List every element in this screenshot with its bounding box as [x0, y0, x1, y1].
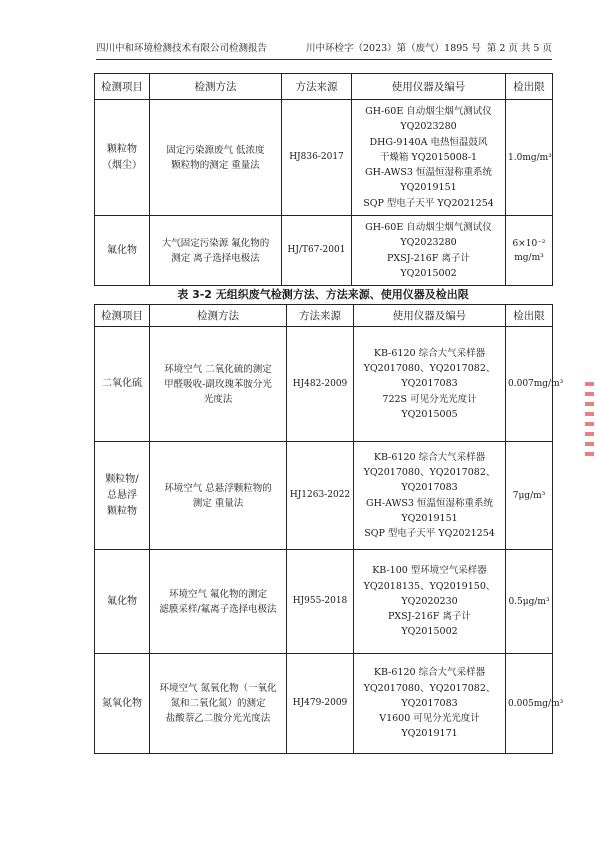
- limit-cell-line: 6×10⁻²: [512, 238, 546, 249]
- header-report-number: 川中环检字（2023）第（废气）1895 号: [306, 43, 481, 54]
- method-cell-line: 环境空气 二氧化硫的测定: [164, 363, 272, 375]
- instrument-cell-line: YQ2017083: [401, 697, 458, 709]
- method-cell-line: 环境空气 总悬浮颗粒物的: [164, 482, 272, 494]
- header-item: 检测项目: [95, 305, 150, 327]
- item-cell-line: 颗粒物: [107, 505, 137, 517]
- method-cell-line: 颗粒物的测定 重量法: [171, 159, 260, 171]
- instrument-cell-line: KB-6120 综合大气采样器: [373, 347, 486, 359]
- limit-cell-line: 7μg/m³: [512, 490, 546, 501]
- header-page-number: 第 2 页 共 5 页: [486, 43, 552, 54]
- limit-cell-line: mg/m³: [514, 252, 544, 263]
- table-row: [95, 442, 553, 550]
- source-cell: HJ836-2017: [282, 100, 352, 216]
- method-cell-line: 甲醛吸收-副玫瑰苯胺分光: [164, 378, 272, 390]
- instrument-cell-line: YQ2017083: [401, 378, 458, 390]
- limit-cell: [506, 442, 553, 550]
- instrument-cell-line: YQ2017080、YQ2017082、: [363, 467, 496, 479]
- method-cell-line: 测定 重量法: [192, 497, 244, 509]
- header-method: 检测方法: [150, 74, 282, 100]
- method-cell-line: 大气固定污染源 氟化物的: [161, 237, 270, 249]
- source-cell: HJ/T67-2001: [282, 216, 352, 286]
- item-cell-line: 氮氧化物: [102, 697, 142, 709]
- method-cell-line: 环境空气 氟化物的测定: [168, 588, 268, 600]
- instrument-cell: [354, 654, 506, 754]
- item-cell: [95, 550, 150, 654]
- header-limit: 检出限: [506, 74, 553, 100]
- header-rule: [96, 59, 552, 60]
- table-fugitive-emission-methods: [94, 304, 564, 754]
- instrument-cell-line: YQ2019171: [401, 728, 458, 740]
- limit-cell: [506, 327, 564, 442]
- instrument-cell-line: YQ2023280: [400, 121, 457, 133]
- instrument-cell-line: YQ2015005: [401, 408, 458, 420]
- item-cell-line: 总悬浮: [107, 489, 137, 501]
- header-company: 四川中和环境检测技术有限公司检测报告: [96, 43, 268, 54]
- instrument-cell-line: YQ2019151: [401, 512, 458, 524]
- header-source: 方法来源: [282, 74, 352, 100]
- table-row: [95, 216, 553, 286]
- instrument-cell-line: GH-AWS3 恒温恒湿称重系统: [366, 497, 493, 509]
- instrument-cell-line: YQ2017080、YQ2017082、: [363, 682, 496, 694]
- method-cell: [150, 327, 287, 442]
- instrument-cell: [354, 442, 506, 550]
- instrument-cell-line: GH-60E 自动烟尘烟气测试仪: [365, 106, 492, 118]
- item-cell: [95, 216, 150, 286]
- item-cell-line: 氟化物: [107, 595, 137, 607]
- limit-cell-line: 0.005mg/m³: [508, 698, 564, 709]
- instrument-cell-line: GH-AWS3 恒温恒湿称重系统: [365, 167, 492, 179]
- header-source: 方法来源: [287, 305, 354, 327]
- edge-seal-stamp: [584, 376, 595, 496]
- instrument-cell-line: KB-100 型环境空气采样器: [372, 565, 487, 577]
- item-cell-line: 二氧化硫: [102, 378, 142, 389]
- instrument-cell-line: YQ2018135、YQ2019150、: [363, 580, 496, 592]
- source-cell: HJ482-2009: [287, 327, 354, 442]
- item-cell: [95, 100, 150, 216]
- instrument-cell-line: KB-6120 综合大气采样器: [373, 451, 486, 463]
- method-cell-line: 盐酸萘乙二胺分光光度法: [165, 713, 271, 724]
- instrument-cell-line: YQ2015002: [401, 626, 458, 638]
- source-cell: HJ955-2018: [287, 550, 354, 654]
- header-item: 检测项目: [95, 74, 150, 100]
- table2-header-row: [95, 305, 553, 327]
- instrument-cell-line: SQP 型电子天平 YQ2021254: [364, 527, 495, 539]
- method-cell-line: 环境空气 氮氧化物（一氧化: [159, 683, 277, 694]
- instrument-cell-line: DHG-9140A 电热恒温鼓风: [369, 136, 488, 148]
- limit-cell-line: 0.007mg/m³: [508, 379, 564, 389]
- item-cell: [95, 654, 150, 754]
- table-row: [95, 654, 553, 754]
- source-cell: HJ1263-2022: [287, 442, 354, 550]
- instrument-cell-line: PXSJ-216F 离子计: [388, 611, 471, 623]
- instrument-cell-line: 干燥箱 YQ2015008-1: [379, 151, 478, 163]
- source-cell: HJ479-2009: [287, 654, 354, 754]
- item-cell: [95, 327, 150, 442]
- limit-cell: [506, 654, 564, 754]
- table-row: [95, 100, 553, 216]
- table2-caption: 表 3-2 无组织废气检测方法、方法来源、使用仪器及检出限: [177, 288, 469, 301]
- method-cell-line: 测定 离子选择电极法: [171, 252, 260, 264]
- instrument-cell-line: GH-60E 自动烟尘烟气测试仪: [365, 222, 492, 234]
- limit-cell: [506, 216, 553, 286]
- item-cell-line: （烟尘）: [102, 159, 142, 171]
- limit-cell: [506, 550, 553, 654]
- header-limit: 检出限: [506, 305, 553, 327]
- page-header: [96, 41, 552, 57]
- instrument-cell: [352, 216, 506, 286]
- item-cell-line: 颗粒物/: [105, 473, 139, 485]
- instrument-cell-line: SQP 型电子天平 YQ2021254: [363, 197, 494, 209]
- method-cell-line: 光度法: [203, 393, 233, 405]
- header-method: 检测方法: [150, 305, 287, 327]
- instrument-cell: [354, 327, 506, 442]
- table1-header-row: [95, 74, 553, 100]
- instrument-cell-line: V1600 可见分光光度计: [379, 713, 480, 725]
- table-row: [95, 550, 553, 654]
- method-cell: [150, 100, 282, 216]
- header-instrument: 使用仪器及编号: [352, 74, 506, 100]
- instrument-cell: [352, 100, 506, 216]
- instrument-cell-line: PXSJ-216F 离子计: [387, 252, 470, 264]
- instrument-cell-line: YQ2020230: [401, 595, 458, 607]
- instrument-cell: [354, 550, 506, 654]
- limit-cell-line: 1.0mg/m³: [508, 152, 552, 163]
- method-cell: [150, 442, 287, 550]
- instrument-cell-line: YQ2023280: [400, 237, 457, 249]
- method-cell-line: 氮和二氧化氮）的测定: [170, 698, 266, 709]
- table-organized-emission-methods: [94, 73, 553, 286]
- method-cell: [150, 654, 287, 754]
- item-cell-line: 颗粒物: [107, 143, 137, 155]
- instrument-cell-line: YQ2017083: [401, 482, 458, 494]
- method-cell: [150, 216, 282, 286]
- instrument-cell-line: YQ2017080、YQ2017082、: [363, 363, 496, 375]
- method-cell: [150, 550, 287, 654]
- instrument-cell-line: 722S 可见分光光度计: [382, 393, 477, 405]
- method-cell-line: 滤膜采样/氟离子选择电极法: [159, 603, 277, 615]
- instrument-cell-line: YQ2019151: [400, 182, 457, 194]
- item-cell-line: 氟化物: [107, 244, 137, 256]
- method-cell-line: 固定污染源废气 低浓度: [166, 144, 265, 156]
- instrument-cell-line: KB-6120 综合大气采样器: [373, 667, 486, 679]
- header-instrument: 使用仪器及编号: [354, 305, 506, 327]
- instrument-cell-line: YQ2015002: [400, 267, 457, 279]
- limit-cell-line: 0.5μg/m³: [508, 596, 550, 607]
- table-row: [95, 327, 553, 442]
- item-cell: [95, 442, 150, 550]
- limit-cell: [506, 100, 553, 216]
